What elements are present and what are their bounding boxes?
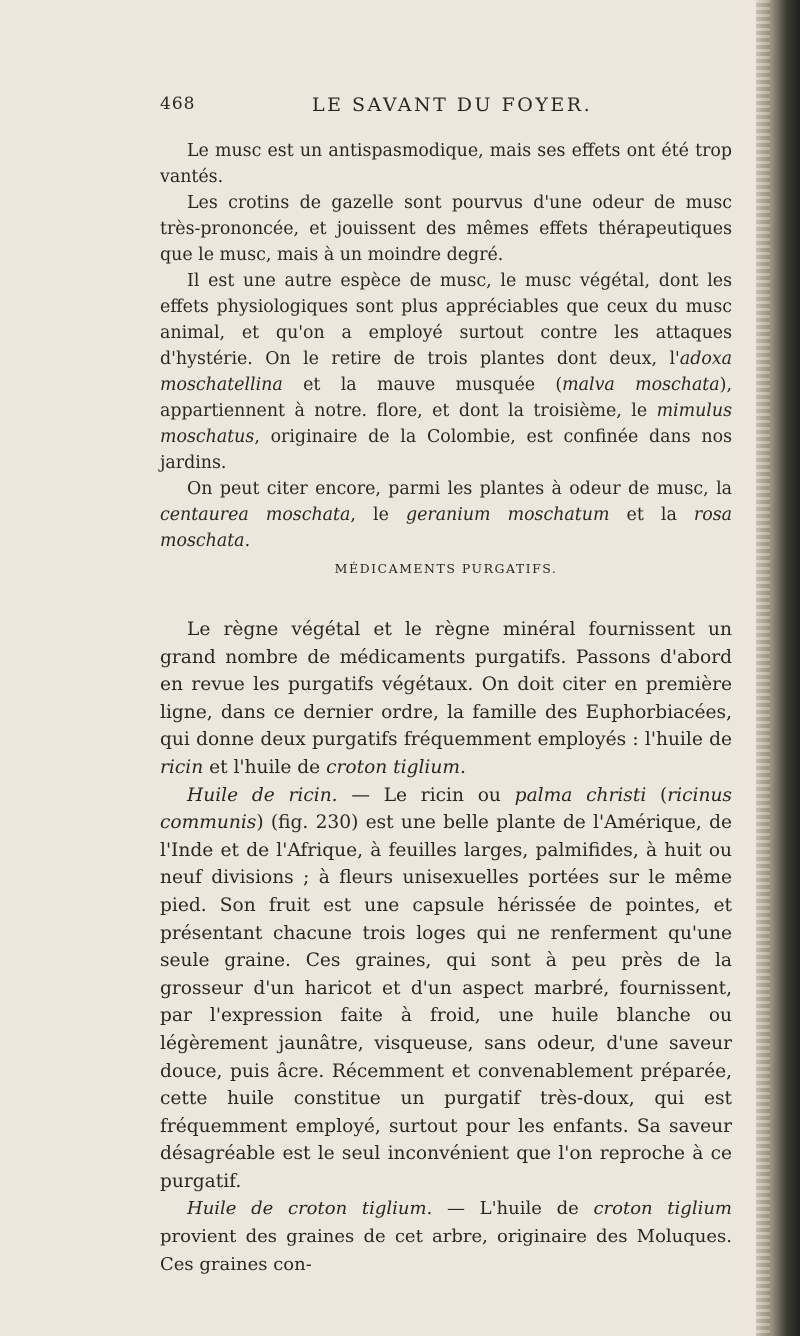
section-heading: MÉDICAMENTS PURGATIFS. <box>334 561 558 576</box>
latin-term: croton tiglium <box>326 756 460 778</box>
latin-term: ricin <box>160 756 204 778</box>
page-number: 468 <box>160 94 196 114</box>
paragraph-regne-vegetal: Le règne végétal et le règne minéral fournissent un grand nombre de médicaments purgatifs. Passons d'abord en revue les purgatifs végétaux. On doit citer en première ligne, dans ce dernier ordre, la famille des Euphorbiacées, qui donne deux purgatifs fréquemment employés : l'huile de ricin et l'huile de croton tiglium. <box>160 619 732 778</box>
running-header <box>160 94 730 118</box>
latin-term: ricinus communis <box>160 784 732 834</box>
paragraph-musc-vegetal: Il est une autre espèce de musc, le musc végétal, dont les effets physiologiques sont plus appréciables que ceux du musc animal, et qu'on a employé surtout contre les attaques d'hystérie. On le retire de trois plantes dont deux, l'adoxa moschatellina et la mauve musquée (malva moschata), appartiennent à notre. flore, et dont la troisième, le mimulus moschatus, originaire de la Colombie, est confinée dans nos jardins. <box>160 271 732 473</box>
page-edge-shadow <box>756 0 800 1336</box>
latin-term: mimulus moschatus <box>160 401 732 447</box>
paragraph-huile-de-ricin: Huile de ricin. — Le ricin ou palma christi (ricinus communis) (fig. 230) est une belle plante de l'Amérique, de l'Inde et de l'Afrique, à feuilles larges, palmifides, à huit ou neuf divisions ; à fleurs unisexuelles portées sur le même pied. Son fruit est une capsule hérissée de pointes, et présentant chacune trois loges qui ne renferment qu'une seule graine. Ces graines, qui sont à peu près de la grosseur d'un haricot et d'un aspect marbré, fournissent, par l'expression faite à froid, une huile blanche ou légèrement jaunâtre, visqueuse, sans odeur, d'une saveur douce, puis âcre. Récemment et convenablement préparée, cette huile constitue un purgatif très-doux, qui est fréquemment employé, surtout pour les enfants. Sa saveur désagréable est le seul inconvénient que l'on reproche à ce purgatif. <box>160 784 732 1192</box>
musc-text-block <box>160 138 732 554</box>
latin-term: adoxa moschatellina <box>160 349 732 395</box>
paragraph-musc-antispasmodique: Le musc est un antispasmodique, mais ses effets ont été trop vantés. <box>160 141 732 187</box>
latin-term: croton tiglium <box>593 1198 732 1220</box>
latin-term: geranium moschatum <box>405 505 610 525</box>
purgatifs-text-block <box>160 616 732 1278</box>
latin-term: rosa moschata <box>160 505 732 551</box>
latin-term: malva moschata <box>562 375 720 395</box>
running-title: LE SAVANT DU FOYER. <box>312 94 593 116</box>
latin-term: palma christi <box>514 784 647 806</box>
paragraph-crotins-gazelle: Les crotins de gazelle sont pourvus d'une odeur de musc très-prononcée, et jouissent des mêmes effets thérapeutiques que le musc, mais à un moindre degré. <box>160 193 732 265</box>
latin-term: centaurea moschata <box>160 505 351 525</box>
subheading-huile-de-ricin: Huile de ricin. <box>187 784 338 806</box>
subheading-huile-croton-tiglium: Huile de croton tiglium. <box>187 1198 433 1220</box>
paragraph-plantes-odeur-musc: On peut citer encore, parmi les plantes à odeur de musc, la centaurea moschata, le geranium moschatum et la rosa moschata. <box>160 479 732 551</box>
paragraph-huile-croton-tiglium: Huile de croton tiglium. — L'huile de croton tiglium provient des graines de cet arbre, originaire des Moluques. Ces graines con- <box>160 1198 732 1275</box>
